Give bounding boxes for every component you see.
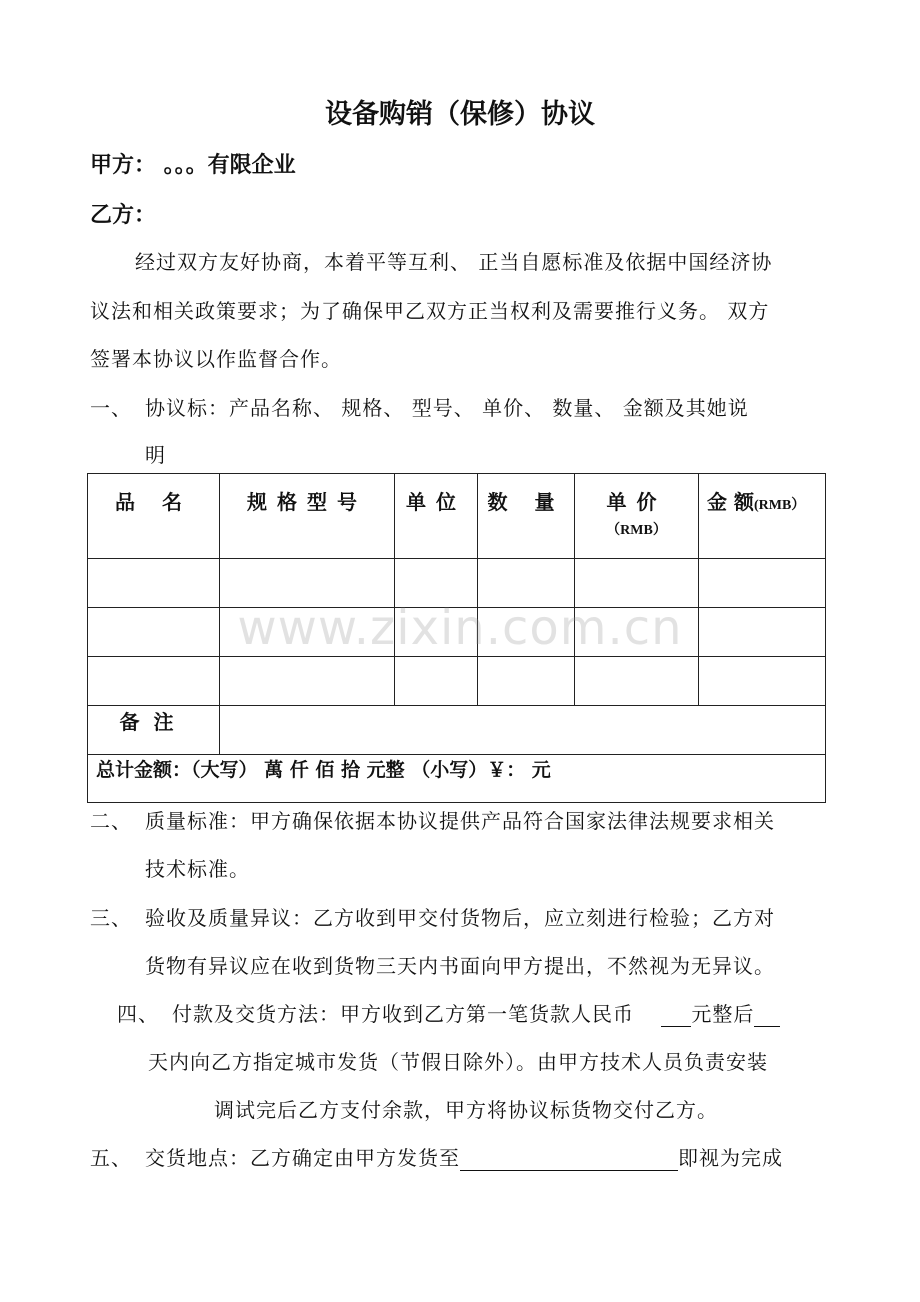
header-amount-label: 金 额 — [707, 490, 754, 514]
remark-label: 备注 — [88, 706, 220, 755]
watermark: www.zixin.com.cn — [237, 600, 683, 656]
section-5-line-1 — [145, 1142, 783, 1171]
section-4-text-b: 元整后 — [691, 1002, 755, 1026]
page-title: 设备购销（保修）协议 — [325, 99, 595, 130]
section-2-line-1: 质量标准：甲方确保依据本协议提供产品符合国家法律法规要求相关 — [145, 809, 775, 833]
first-payment-blank[interactable] — [661, 1004, 691, 1027]
header-qty: 数 量 — [478, 474, 575, 559]
table-cell[interactable] — [575, 657, 699, 706]
intro-line-2: 议法和相关政策要求；为了确保甲乙双方正当权利及需要推行义务。 双方 — [90, 299, 770, 323]
table-header-row — [88, 474, 826, 559]
section-1-line-2: 明 — [145, 443, 166, 467]
table-cell[interactable] — [220, 657, 395, 706]
section-5-number: 五、 — [90, 1146, 132, 1170]
party-a: 甲方： 。。。有限企业 — [90, 153, 296, 178]
section-5-text-b: 即视为完成 — [678, 1146, 783, 1170]
intro-line-1: 经过双方友好协商，本着平等互利、 正当自愿标准及依据中国经济协 — [135, 250, 773, 274]
section-4-line-1 — [172, 998, 780, 1027]
header-price — [575, 474, 699, 559]
header-price-unit: （RMB） — [606, 523, 667, 538]
intro-line-3: 签署本协议以作监督合作。 — [90, 347, 342, 371]
table-cell[interactable] — [88, 657, 220, 706]
section-4-line-3: 调试完后乙方支付余款，甲方将协议标货物交付乙方。 — [214, 1098, 718, 1122]
header-spec: 规格型号 — [220, 474, 395, 559]
header-unit: 单位 — [395, 474, 478, 559]
section-4-number: 四、 — [117, 1002, 159, 1026]
header-amount-unit: (RMB） — [753, 498, 806, 513]
header-name: 品 名 — [88, 474, 220, 559]
section-1-number: 一、 — [90, 396, 132, 420]
total-amount: 总计金额：（大写） 萬 仟 佰 拾 元整 （小写）￥： 元 — [88, 755, 826, 803]
section-5-text-a: 交货地点：乙方确定由甲方发货至 — [145, 1146, 460, 1170]
delivery-location-blank[interactable] — [460, 1148, 678, 1171]
section-4-line-2: 天内向乙方指定城市发货（节假日除外）。由甲方技术人员负责安装 — [148, 1050, 768, 1074]
table-row — [88, 657, 826, 706]
remark-row — [88, 706, 826, 755]
table-cell[interactable] — [478, 657, 575, 706]
section-3-number: 三、 — [90, 906, 132, 930]
remark-cell[interactable] — [220, 706, 826, 755]
section-4-text-a: 付款及交货方法：甲方收到乙方第一笔货款人民币 — [172, 1002, 634, 1026]
days-blank[interactable] — [754, 1004, 780, 1027]
section-3-line-2: 货物有异议应在收到货物三天内书面向甲方提出，不然视为无异议。 — [145, 954, 775, 978]
party-b: 乙方： — [90, 203, 157, 228]
table-cell[interactable] — [395, 657, 478, 706]
total-row — [88, 755, 826, 803]
header-amount — [699, 474, 826, 559]
section-2-number: 二、 — [90, 809, 132, 833]
section-2-line-2: 技术标准。 — [145, 857, 250, 881]
table-cell[interactable] — [699, 657, 826, 706]
header-price-label: 单价 — [606, 490, 667, 514]
section-1-line-1: 协议标：产品名称、 规格、 型号、 单价、 数量、 金额及其她说 — [145, 396, 749, 420]
section-3-line-1: 验收及质量异议：乙方收到甲交付货物后，应立刻进行检验；乙方对 — [145, 906, 775, 930]
